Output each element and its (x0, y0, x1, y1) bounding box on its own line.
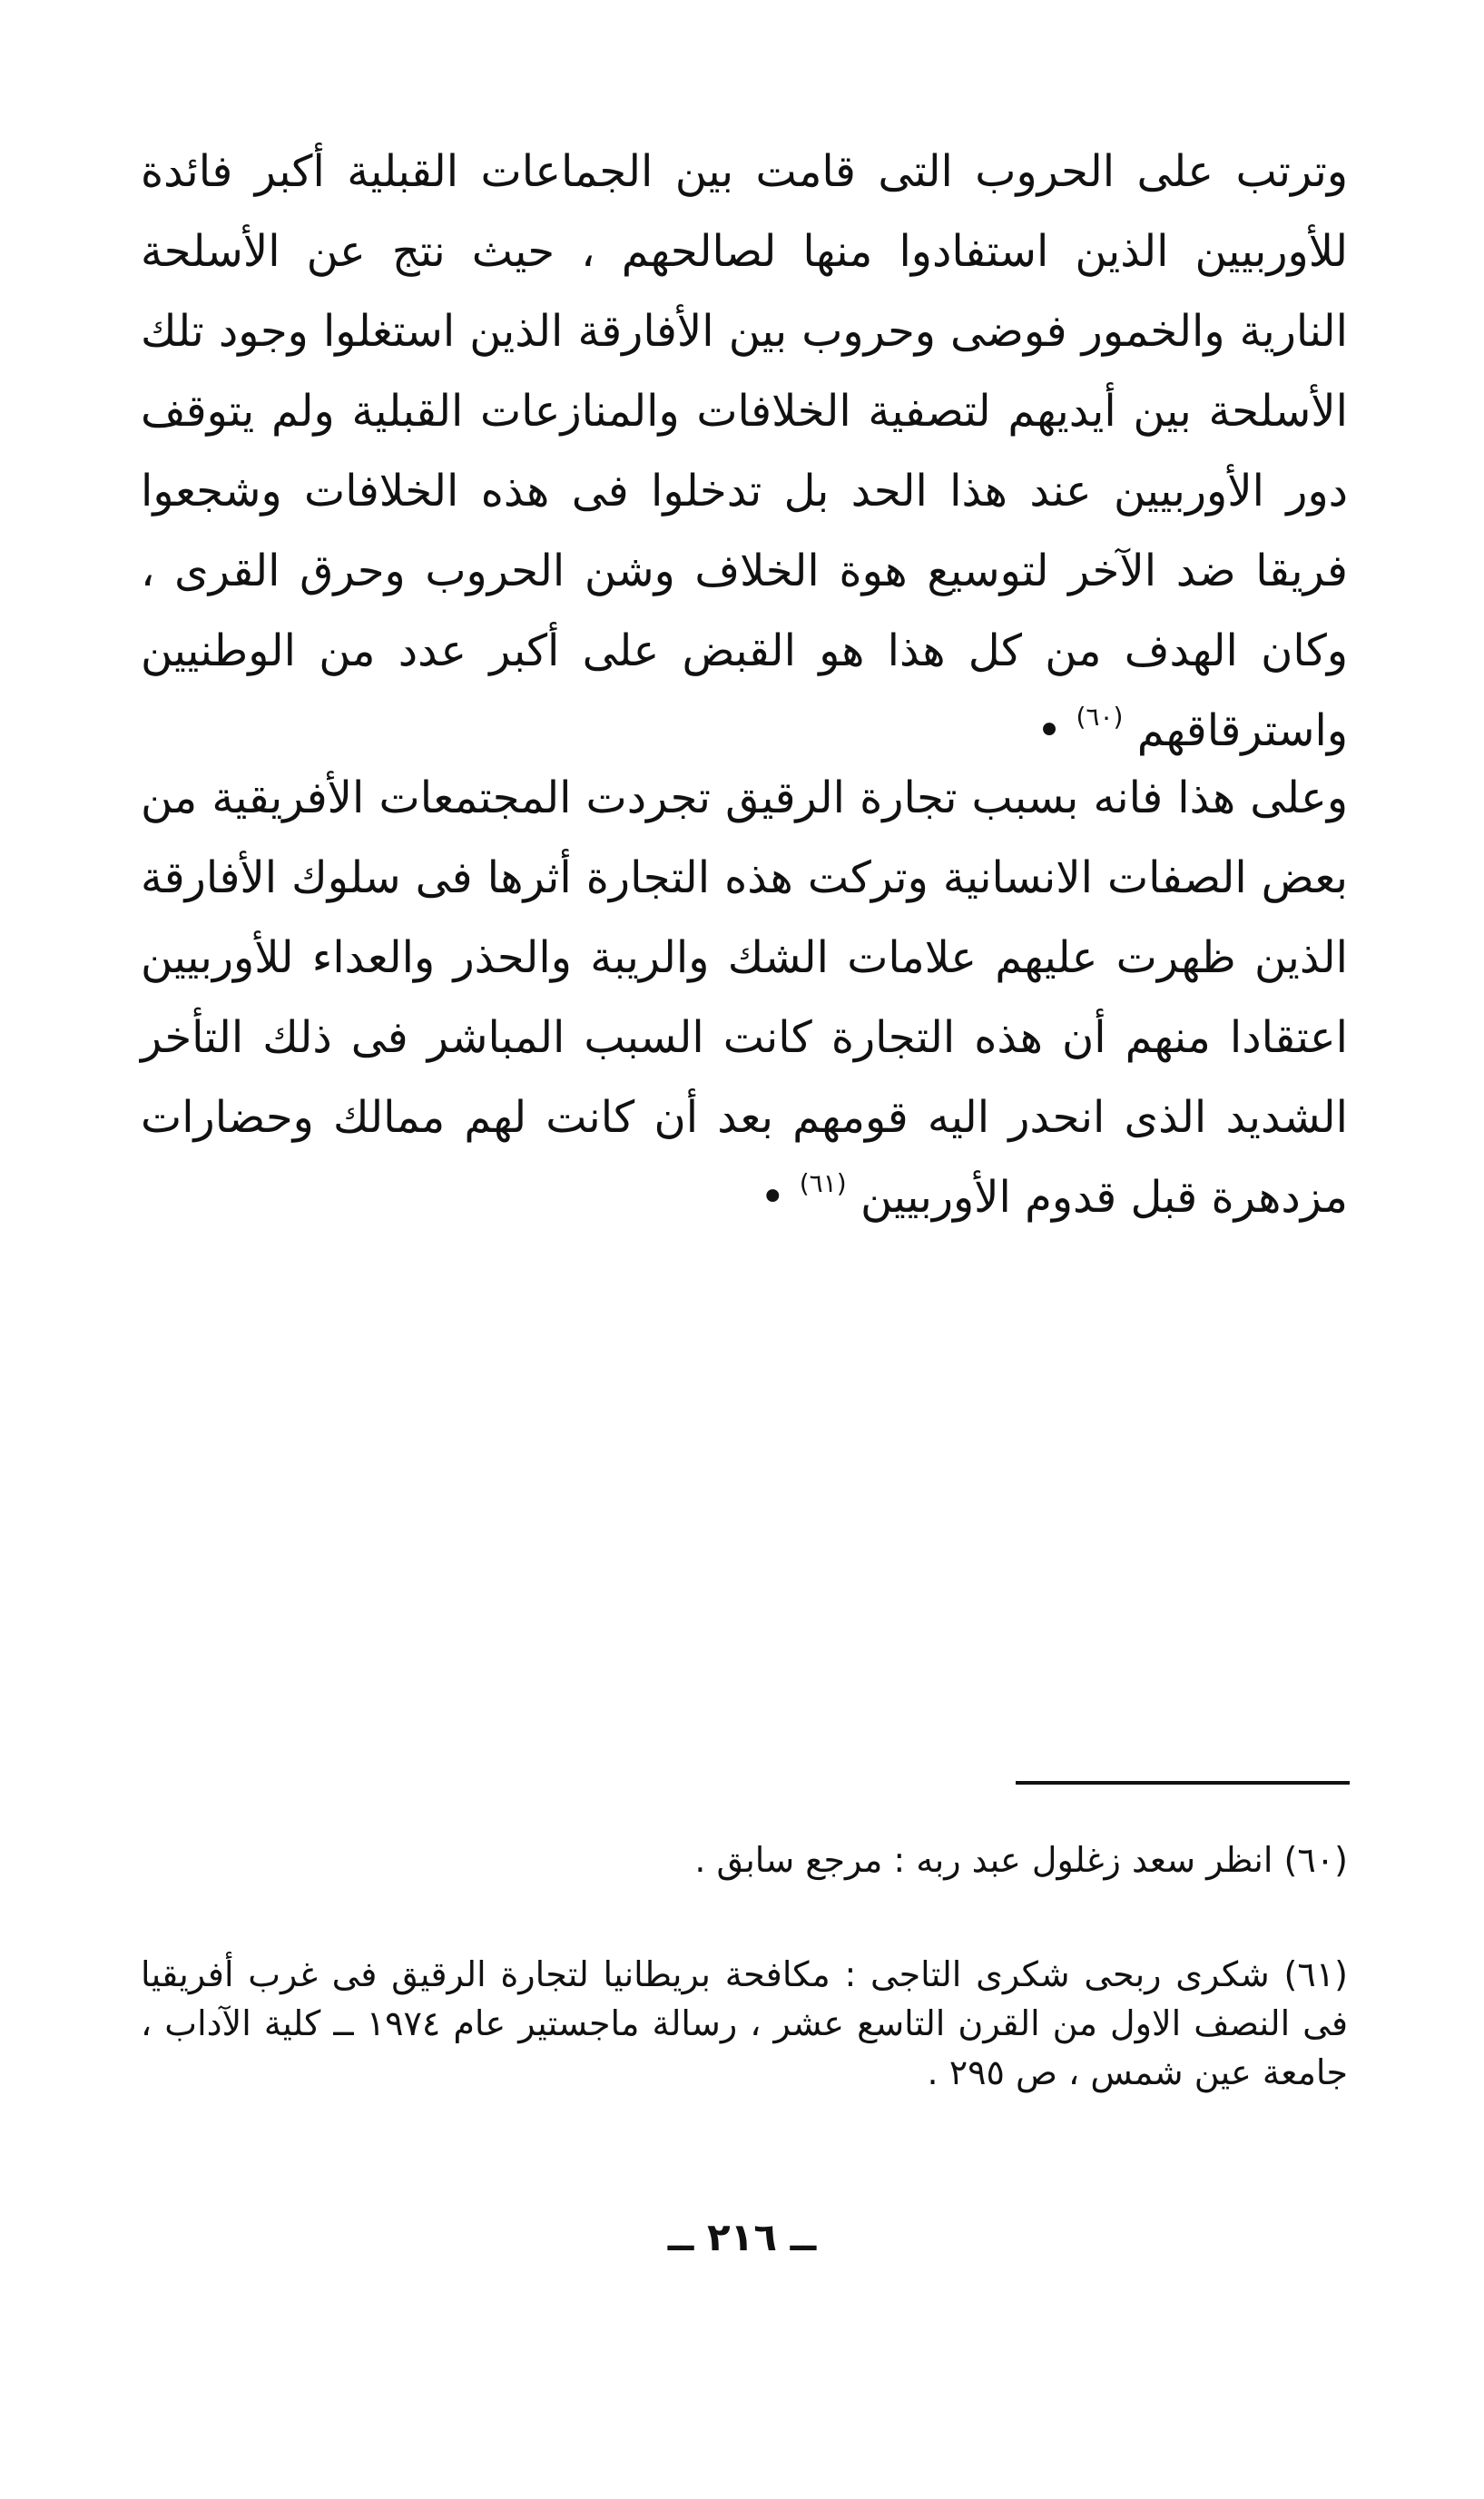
paragraph-1-text: وترتب على الحروب التى قامت بين الجماعات القبلية أكبر فائدة للأوربيين الذين استفادوا منها لصالحهم ، حيث نتج عن الأسلحة النارية والخمور فوضى وحروب بين الأفارقة الذين استغلوا وجود تلك الأسلحة بين أيديهم لتصفية الخلافات والمنازعات القبلية ولم يتوقف دور الأوربيين عند هذا الحد بل تدخلوا فى هذه الخلافات وشجعوا فريقا ضد الآخر لتوسيع هوة الخلاف وشن الحروب وحرق القرى ، وكان الهدف من كل هذا هو القبض على أكبر عدد من الوطنيين واسترقاقهم (141, 146, 1348, 756)
body-paragraph-1 (141, 132, 1348, 771)
footnote-60: (٦٠) انظر سعد زغلول عبد ربه : مرجع سابق . (694, 1840, 1348, 1880)
footnote-61: (٦١) شكرى ربحى شكرى التاجى : مكافحة بريطانيا لتجارة الرقيق فى غرب أفريقيا فى النصف الاول من القرن التاسع عشر ، رسالة ماجستير عام ١٩٧٤ ــ كلية الآداب ، جامعة عين شمس ، ص ٢٩٥ . (141, 1954, 1349, 2092)
page-number: ــ ٢١٦ ــ (667, 2215, 817, 2259)
paragraph-2-end-mark: • (760, 1172, 786, 1223)
footnote-ref-60: (٦٠) (1076, 702, 1124, 732)
paragraph-2-text: وعلى هذا فانه بسبب تجارة الرقيق تجردت المجتمعات الأفريقية من بعض الصفات الانسانية وتركت هذه التجارة أثرها فى سلوك الأفارقة الذين ظهرت عليهم علامات الشك والريبة والحذر والعداء للأوربيين اعتقادا منهم أن هذه التجارة كانت السبب المباشر فى ذلك التأخر الشديد الذى انحدر اليه قومهم بعد أن كانت لهم ممالك وحضارات مزدهرة قبل قدوم الأوربيين (141, 772, 1348, 1223)
paragraph-1-end-mark: • (1036, 705, 1063, 756)
body-paragraph-2 (141, 758, 1348, 1237)
footnote-separator (1016, 1781, 1350, 1785)
footnote-ref-61: (٦١) (799, 1168, 847, 1198)
